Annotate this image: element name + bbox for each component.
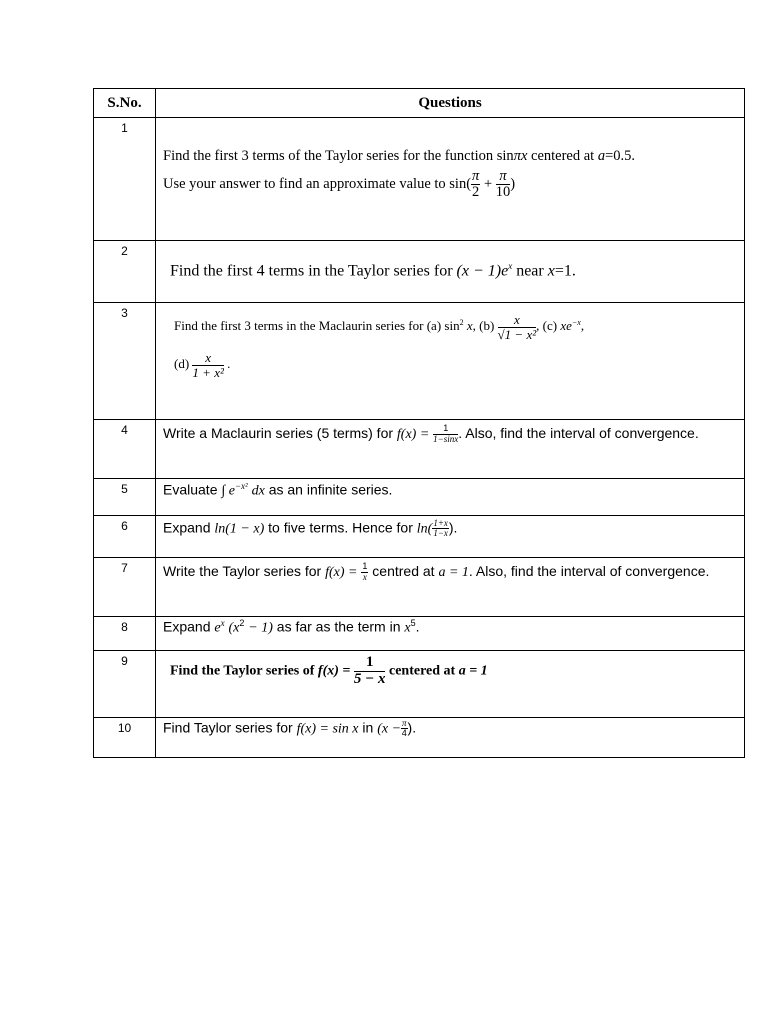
fraction: $\frac{\pi}{10}$	[495, 168, 511, 201]
question-text: Expand ln(1 − x) to five terms. Hence for ln( $\frac{1+x}{1-x}$).	[163, 518, 458, 539]
question-number: 7	[94, 558, 156, 617]
fraction: $\frac{\pi}{2}$	[472, 168, 480, 201]
fraction: $\frac{\pi}{4}$	[401, 718, 407, 739]
table-row	[94, 241, 745, 303]
question-cell	[156, 516, 745, 558]
question-number: 10	[94, 718, 156, 758]
table-row	[94, 516, 745, 558]
question-text-line2: (d) $\frac{x}{\text{1 + x²}}$ .	[174, 350, 231, 380]
fraction: $\frac{1}{5 - x}$	[353, 654, 386, 687]
question-number: 3	[94, 303, 156, 420]
question-text: Find Taylor series for f(x) = sin x in (x − $\frac{\pi}{4}$ ).	[163, 718, 417, 739]
table-row	[94, 479, 745, 516]
question-text: Find the first 3 terms of the Taylor series for the function sinπx centered at a=0.5.	[163, 148, 636, 164]
question-cell	[156, 303, 745, 420]
question-text: Find the first 3 terms in the Maclaurin series for (a) $\sin^2 x$, (b) $\frac{x}{\text{√1 − x²}}$ , (c) $xe^{-x}$,	[174, 312, 585, 342]
question-text: Find the Taylor series of f(x) = $\frac{1}{5 - x}$ centered at a = 1	[170, 654, 488, 687]
table-row	[94, 617, 745, 651]
question-number: 5	[94, 479, 156, 516]
question-number: 2	[94, 241, 156, 303]
question-cell	[156, 558, 745, 617]
question-cell	[156, 718, 745, 758]
question-cell	[156, 479, 745, 516]
question-number: 1	[94, 118, 156, 241]
question-number: 4	[94, 420, 156, 479]
question-cell	[156, 651, 745, 718]
table-row	[94, 718, 745, 758]
question-text-line2: Use your answer to find an approximate value to sin( $\frac{\pi}{2}$ + $\frac{\pi}{10}$ )	[163, 168, 516, 201]
fraction: $\frac{x}{\text{1 + x²}}$	[192, 350, 224, 380]
question-number: 6	[94, 516, 156, 558]
fraction: $\frac{1}{1-\sin x}$	[433, 423, 459, 444]
question-cell	[156, 241, 745, 303]
question-text: Write the Taylor series for f(x) = $\frac{1}{x}$ centred at a = 1. Also, find the interval of convergence.	[163, 561, 710, 582]
question-text: Evaluate ∫ $e^{-x^2}$ dx as an infinite series.	[163, 481, 393, 499]
header-questions: Questions	[156, 89, 745, 118]
header-sno: S.No.	[94, 89, 156, 118]
table-row	[94, 651, 745, 718]
question-text: Expand $e^x$ $(x^2 - 1)$ as far as the term in $x^5$.	[163, 618, 420, 636]
questions-table	[93, 88, 745, 758]
question-number: 9	[94, 651, 156, 718]
table-row	[94, 303, 745, 420]
question-cell	[156, 118, 745, 241]
question-cell	[156, 617, 745, 651]
question-text: Write a Maclaurin series (5 terms) for f(x) = $\frac{1}{1-\sin x}$. Also, find the interval of convergence.	[163, 423, 699, 444]
table-row	[94, 558, 745, 617]
fraction: $\frac{1+x}{1-x}$	[433, 518, 448, 539]
table-header-row	[94, 89, 745, 118]
table-row	[94, 118, 745, 241]
question-text: Find the first 4 terms in the Taylor series for $(x - 1)e^x$ near x=1.	[170, 261, 576, 280]
fraction: $\frac{x}{\text{√1 − x²}}$	[497, 312, 537, 342]
question-cell	[156, 420, 745, 479]
question-number: 8	[94, 617, 156, 651]
table-row	[94, 420, 745, 479]
fraction: $\frac{1}{x}$	[362, 561, 368, 582]
